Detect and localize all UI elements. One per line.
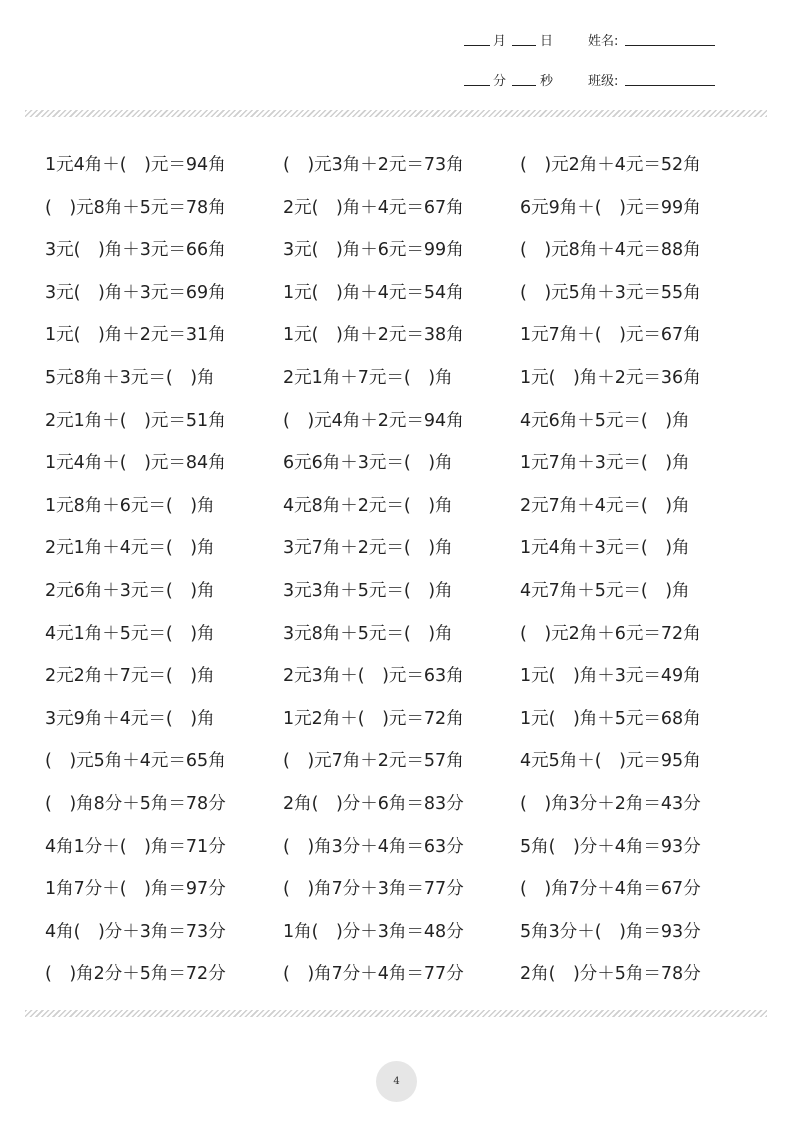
problem-row (0, 440, 793, 483)
problem-row (0, 398, 793, 441)
problem-item: 6元6角＋3元＝( )角 (283, 453, 453, 474)
problem-item: ( )元4角＋2元＝94角 (283, 410, 464, 431)
problem-item: 3元7角＋2元＝( )角 (283, 538, 453, 559)
problem-item: 3元( )角＋3元＝69角 (45, 282, 226, 303)
problem-row (0, 142, 793, 185)
problem-row (0, 227, 793, 270)
problem-row (0, 270, 793, 313)
problem-row (0, 909, 793, 952)
problem-item: 4元8角＋2元＝( )角 (283, 495, 453, 516)
problem-item: 3元8角＋5元＝( )角 (283, 623, 453, 644)
problem-item: 4元1角＋5元＝( )角 (45, 623, 215, 644)
problem-item: 1角( )分＋3角＝48分 (283, 921, 464, 942)
problem-item: 1元4角＋( )元＝94角 (45, 155, 226, 175)
second-blank[interactable] (512, 85, 536, 86)
problem-row (0, 611, 793, 654)
problem-row (0, 525, 793, 568)
problem-item: 1元( )角＋2元＝31角 (45, 325, 226, 346)
problem-item: 1元( )角＋2元＝36角 (520, 367, 701, 388)
problem-row (0, 696, 793, 739)
problem-row (0, 866, 793, 909)
name-field[interactable] (625, 45, 715, 46)
problem-item: ( )角8分＋5角＝78分 (45, 793, 226, 814)
problem-item: 4元5角＋( )元＝95角 (520, 751, 701, 772)
problem-row (0, 951, 793, 994)
problem-item: ( )角3分＋4角＝63分 (283, 836, 464, 857)
problem-item: 5角( )分＋4角＝93分 (520, 836, 701, 857)
problem-item: 5角3分＋( )角＝93分 (520, 921, 701, 942)
problem-item: 3元( )角＋3元＝66角 (45, 240, 226, 261)
problem-row (0, 738, 793, 781)
month-blank[interactable] (464, 45, 490, 46)
problem-item: 1元4角＋( )元＝84角 (45, 453, 226, 474)
problem-item: 2元1角＋( )元＝51角 (45, 410, 226, 431)
problem-item: ( )角7分＋4角＝77分 (283, 964, 464, 985)
problem-item: 1元7角＋( )元＝67角 (520, 325, 701, 346)
day-blank[interactable] (512, 45, 536, 46)
problem-item: 1元8角＋6元＝( )角 (45, 495, 215, 516)
problem-item: 6元9角＋( )元＝99角 (520, 197, 701, 218)
problem-item: ( )元2角＋4元＝52角 (520, 155, 701, 175)
problem-item: 4角( )分＋3角＝73分 (45, 921, 226, 942)
problem-item: ( )元7角＋2元＝57角 (283, 751, 464, 772)
problem-item: 4角1分＋( )角＝71分 (45, 836, 226, 857)
class-label: 班级: (588, 74, 619, 89)
problem-item: 2元1角＋4元＝( )角 (45, 538, 215, 559)
problem-item: 1角7分＋( )角＝97分 (45, 879, 226, 900)
problem-item: 1元( )角＋5元＝68角 (520, 708, 701, 729)
problem-row (0, 185, 793, 228)
minute-label: 分 (493, 74, 507, 89)
second-label: 秒 (540, 74, 554, 89)
problem-item: 1元( )角＋2元＝38角 (283, 325, 464, 346)
problem-item: 2元6角＋3元＝( )角 (45, 580, 215, 601)
problem-item: 1元7角＋3元＝( )角 (520, 453, 690, 474)
problem-item: ( )角7分＋4角＝67分 (520, 879, 701, 900)
problem-row (0, 312, 793, 355)
month-label: 月 (493, 34, 507, 49)
problem-row (0, 483, 793, 526)
problem-item: 2角( )分＋5角＝78分 (520, 964, 701, 985)
problem-row (0, 781, 793, 824)
minute-blank[interactable] (464, 85, 490, 86)
problem-item: 5元8角＋3元＝( )角 (45, 367, 215, 388)
top-divider (25, 110, 767, 117)
problem-item: 4元6角＋5元＝( )角 (520, 410, 690, 431)
name-label: 姓名: (588, 34, 619, 49)
problem-item: 1元( )角＋4元＝54角 (283, 282, 464, 303)
problem-item: 3元9角＋4元＝( )角 (45, 708, 215, 729)
class-field[interactable] (625, 85, 715, 86)
problem-item: 3元( )角＋6元＝99角 (283, 240, 464, 261)
problem-row (0, 568, 793, 611)
problem-item: 2元( )角＋4元＝67角 (283, 197, 464, 218)
problem-row (0, 355, 793, 398)
problem-item: ( )元5角＋3元＝55角 (520, 282, 701, 303)
problem-item: ( )元2角＋6元＝72角 (520, 623, 701, 644)
problem-grid (0, 142, 793, 994)
problem-item: 2角( )分＋6角＝83分 (283, 793, 464, 814)
problem-row (0, 824, 793, 867)
problem-item: 4元7角＋5元＝( )角 (520, 580, 690, 601)
page-number: 4 (393, 1076, 400, 1087)
problem-row (0, 653, 793, 696)
problem-item: ( )角7分＋3角＝77分 (283, 879, 464, 900)
problem-item: 2元7角＋4元＝( )角 (520, 495, 690, 516)
problem-item: 2元2角＋7元＝( )角 (45, 666, 215, 687)
problem-item: ( )角3分＋2角＝43分 (520, 793, 701, 814)
problem-item: 1元4角＋3元＝( )角 (520, 538, 690, 559)
problem-item: 2元1角＋7元＝( )角 (283, 367, 453, 388)
problem-item: 2元3角＋( )元＝63角 (283, 666, 464, 687)
problem-item: 3元3角＋5元＝( )角 (283, 580, 453, 601)
problem-item: ( )元5角＋4元＝65角 (45, 751, 226, 772)
day-label: 日 (540, 34, 554, 49)
problem-item: ( )元8角＋5元＝78角 (45, 197, 226, 218)
problem-item: ( )元3角＋2元＝73角 (283, 155, 464, 175)
problem-item: 1元( )角＋3元＝49角 (520, 666, 701, 687)
bottom-divider (25, 1010, 767, 1017)
problem-item: ( )元8角＋4元＝88角 (520, 240, 701, 261)
problem-item: ( )角2分＋5角＝72分 (45, 964, 226, 985)
page-number-badge (376, 1061, 417, 1102)
problem-item: 1元2角＋( )元＝72角 (283, 708, 464, 729)
